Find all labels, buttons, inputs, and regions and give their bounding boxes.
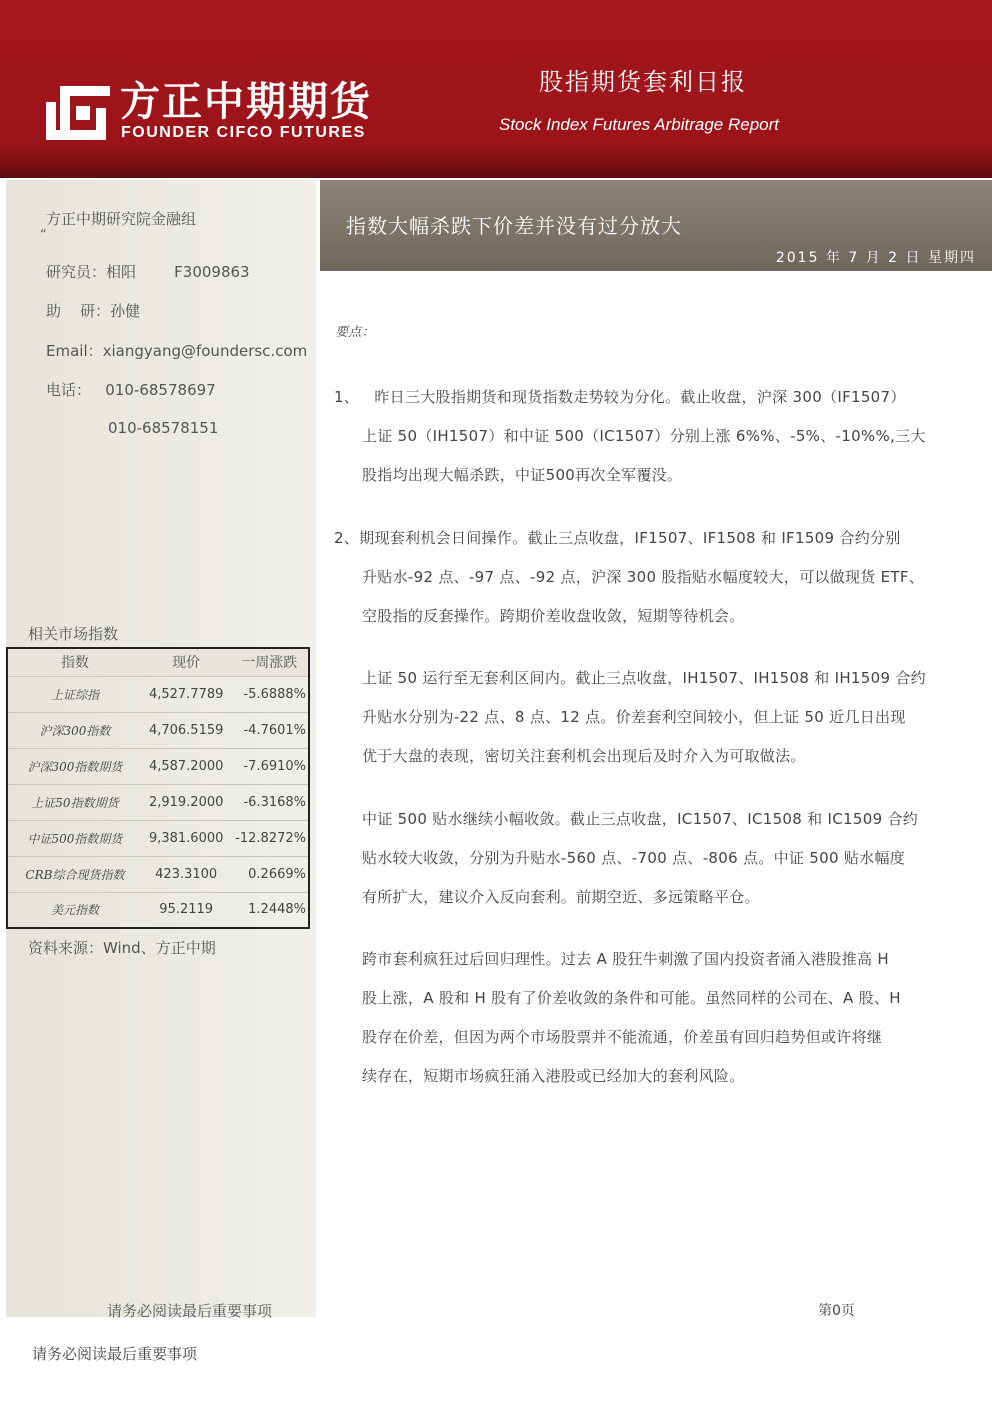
- table-title: 相关市场指数: [28, 625, 119, 643]
- index-price: 423.3100: [142, 856, 231, 892]
- paragraph-line: 2、期现套利机会日间操作。截止三点收盘，IF1507、IF1508 和 IF1509 合约分别: [334, 529, 901, 547]
- paragraph-line: 有所扩大，建议介入反向套利。前期空近、多远策略平仓。: [362, 888, 760, 906]
- phone-1: 电话： 010-68578697: [46, 381, 216, 399]
- index-price: 95.2119: [159, 902, 214, 918]
- paragraph-line: 升贴水-92 点、-97 点、-92 点，沪深 300 股指贴水幅度较大，可以做现货 ETF、: [362, 568, 925, 586]
- index-price: 4,527.7789: [142, 676, 231, 712]
- paragraph-line: 股存在价差，但因为两个市场股票并不能流通，价差虽有回归趋势但或许将继: [362, 1028, 883, 1046]
- report-date: 2015 年 7 月 2 日 星期四: [775, 250, 976, 266]
- index-name: 中证500指数期货: [7, 820, 142, 856]
- report-title: 股指期货套利日报: [539, 68, 747, 96]
- logo-english-name: FOUNDER CIFCO FUTURES: [121, 124, 366, 141]
- index-name: 沪深300指数: [7, 712, 142, 748]
- founder-logo-icon: [46, 78, 110, 140]
- paragraph-line: 优于大盘的表现，密切关注套利机会出现后及时介入为可取做法。: [362, 747, 806, 765]
- footer-notice: 请务必阅读最后重要事项: [107, 1302, 273, 1320]
- paragraph-line: 上证 50（IH1507）和中证 500（IC1507）分别上涨 6%%、-5%、-10%%,三大: [362, 427, 926, 445]
- index-change: -12.8272%: [230, 820, 309, 856]
- report-subtitle: Stock Index Futures Arbitrage Report: [498, 115, 779, 134]
- index-name: 上证综指: [7, 676, 142, 712]
- index-change: -7.6910%: [230, 748, 309, 784]
- phone-2: 010-68578151: [108, 419, 219, 437]
- table-row: [7, 784, 309, 820]
- table-row: [7, 856, 309, 892]
- paragraph-line: 升贴水分别为-22 点、8 点、12 点。价差套利空间较小，但上证 50 近几日出现: [362, 708, 906, 726]
- article-title: 指数大幅杀跌下价差并没有过分放大: [346, 214, 682, 238]
- index-change: -5.6888%: [230, 676, 309, 712]
- paragraph-line: 上证 50 运行至无套利区间内。截止三点收盘，IH1507、IH1508 和 IH1509 合约: [362, 669, 926, 687]
- page-number: 第0页: [818, 1303, 855, 1319]
- table-row: [7, 676, 309, 712]
- index-name: 上证50指数期货: [7, 784, 142, 820]
- article-title-band: [320, 180, 992, 271]
- paragraph-line: 股上涨，A 股和 H 股有了价差收敛的条件和可能。虽然同样的公司在、A 股、H: [362, 989, 901, 1007]
- index-name: CRB综合现货指数: [7, 856, 142, 892]
- paragraph-line: 跨市套利疯狂过后回归理性。过去 A 股狂牛刺激了国内投资者涌入港股推高 H: [362, 950, 889, 968]
- paragraph-line: 贴水较大收敛，分别为升贴水-560 点、-700 点、-806 点。中证 500 贴水幅度: [362, 849, 906, 867]
- researcher: 研究员：相阳 F3009863: [46, 263, 250, 281]
- table-row: [7, 820, 309, 856]
- index-name: 沪深300指数期货: [7, 748, 142, 784]
- table-row: [7, 748, 309, 784]
- table-header-row: [7, 648, 309, 676]
- key-points-label: 要点：: [335, 325, 375, 340]
- column-header: 指数: [7, 648, 142, 676]
- column-header: 一周涨跌: [230, 648, 309, 676]
- quote-mark: “: [40, 228, 47, 243]
- index-price: 4,706.5159: [142, 712, 231, 748]
- footer-notice-bottom: 请务必阅读最后重要事项: [32, 1345, 198, 1363]
- research-group: 方正中期研究院金融组: [46, 210, 197, 228]
- assistant: 助 研：孙健: [46, 302, 141, 320]
- index-price: 9,381.6000: [142, 820, 231, 856]
- email: Email：xiangyang@foundersc.com: [46, 342, 308, 360]
- index-change: -6.3168%: [230, 784, 309, 820]
- table-row: [7, 892, 309, 928]
- index-price: 2,919.2000: [142, 784, 231, 820]
- index-price: 4,587.2000: [142, 748, 231, 784]
- paragraph-line: 续存在，短期市场疯狂涌入港股或已经加大的套利风险。: [362, 1067, 745, 1085]
- paragraph-line: 中证 500 贴水继续小幅收敛。截止三点收盘，IC1507、IC1508 和 IC1509 合约: [362, 810, 919, 828]
- paragraph-line: 股指均出现大幅杀跌，中证500再次全军覆没。: [362, 466, 683, 484]
- index-change: 1.2448%: [248, 902, 306, 918]
- report-header: [0, 0, 992, 178]
- index-change: -4.7601%: [230, 712, 309, 748]
- index-change: 0.2669%: [230, 856, 309, 892]
- index-name: 美元指数: [50, 903, 99, 918]
- table-row: [7, 712, 309, 748]
- paragraph-line: 空股指的反套操作。跨期价差收盘收敛，短期等待机会。: [362, 607, 745, 625]
- paragraph-line: 1、 昨日三大股指期货和现货指数走势较为分化。截止收盘，沪深 300（IF1507）: [334, 388, 906, 406]
- data-source: 资料来源：Wind、方正中期: [28, 939, 216, 957]
- column-header: 现价: [142, 648, 231, 676]
- logo-chinese-name: 方正中期期货: [120, 79, 372, 125]
- market-index-table: [6, 647, 310, 929]
